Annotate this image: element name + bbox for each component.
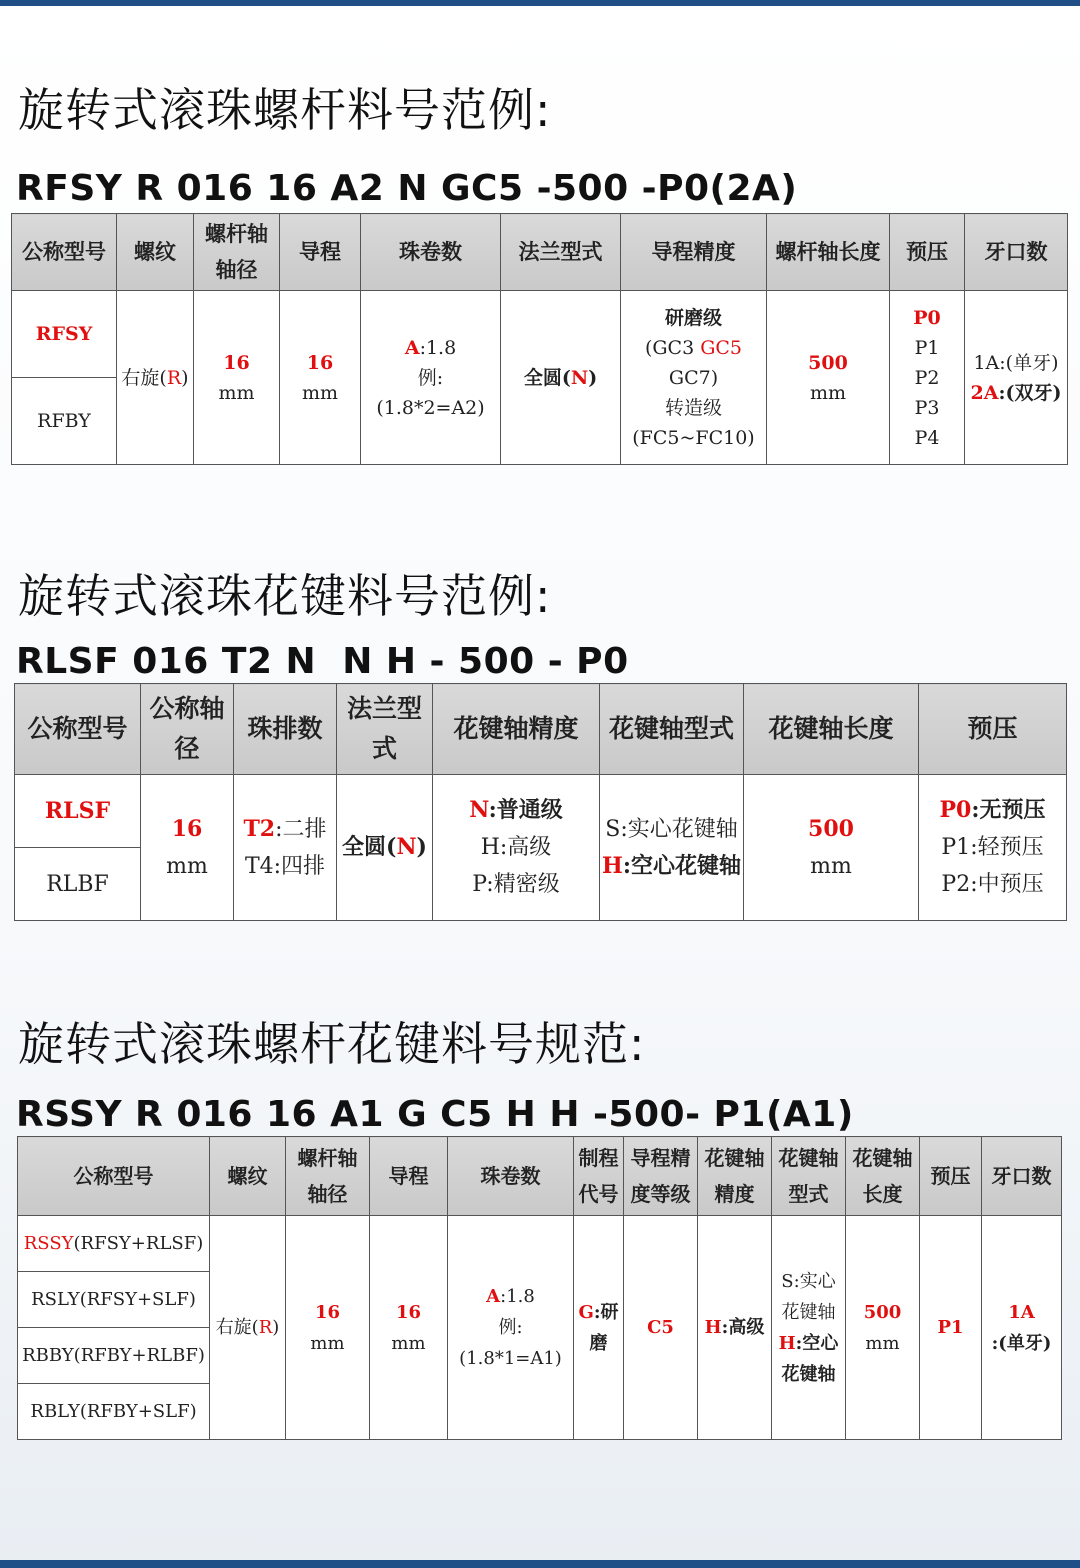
diameter-unit: mm xyxy=(310,1332,345,1354)
lead-cell xyxy=(280,291,361,465)
model-cell: RSLY(RFSY+SLF) xyxy=(18,1272,210,1328)
header-cell: 预压 xyxy=(920,1137,982,1216)
starts-option: 1A:(单牙) xyxy=(973,351,1059,374)
turns-code: A xyxy=(486,1286,501,1307)
header-cell: 花键轴长度 xyxy=(744,684,919,775)
preload-selected-text: :无预压 xyxy=(971,797,1046,823)
preload-option: P1:轻预压 xyxy=(941,835,1044,860)
table-header-row xyxy=(12,214,1068,291)
diameter-unit: mm xyxy=(166,853,208,879)
table-row xyxy=(15,775,1067,848)
header-cell: 花键轴型式 xyxy=(772,1137,846,1216)
diameter-cell xyxy=(194,291,280,465)
accuracy-gc-open: (GC3 xyxy=(644,336,701,359)
header-cell: 花键轴型式 xyxy=(600,684,744,775)
length-value: 500 xyxy=(808,351,848,374)
thread-close: ) xyxy=(272,1317,280,1338)
turns-code: A xyxy=(404,336,420,359)
lead-unit: mm xyxy=(301,381,339,404)
preload-option: P1 xyxy=(914,336,940,359)
header-cell: 导程 xyxy=(280,214,361,291)
flange-cell xyxy=(337,775,433,921)
starts-text: :(单牙) xyxy=(991,1332,1052,1354)
preload-cell xyxy=(890,291,965,465)
flange-close: ) xyxy=(588,366,598,389)
type-option: S:实心花键轴 xyxy=(605,816,738,842)
header-cell: 公称型号 xyxy=(18,1137,210,1216)
diameter-value: 16 xyxy=(171,815,203,842)
model-cell: RFBY xyxy=(12,378,117,465)
top-accent-bar xyxy=(0,0,1080,6)
header-cell: 制程代号 xyxy=(574,1137,624,1216)
spline-accuracy-cell xyxy=(698,1216,772,1440)
preload-option: P2 xyxy=(914,366,940,389)
preload-selected: P0 xyxy=(913,306,941,329)
accuracy-gc-selected: GC5 xyxy=(700,336,743,359)
header-cell: 螺杆轴长度 xyxy=(767,214,890,291)
header-cell: 法兰型式 xyxy=(337,684,433,775)
section2-heading: 旋转式滚珠花键料号范例: xyxy=(18,569,552,623)
header-cell: 螺纹 xyxy=(117,214,194,291)
section1-code: RFSY R 016 16 A2 N GC5 -500 -P0(2A) xyxy=(16,168,798,209)
turns-value: :1.8 xyxy=(419,336,457,359)
model-cell xyxy=(18,1216,210,1272)
starts-cell xyxy=(965,291,1068,465)
preload-cell: P1 xyxy=(920,1216,982,1440)
diameter-value: 16 xyxy=(223,351,250,374)
accuracy-selected-code: N xyxy=(469,797,489,823)
thread-cell xyxy=(210,1216,286,1440)
flange-text: 全圆( xyxy=(523,366,571,389)
turns-example: 例: (1.8*2=A2) xyxy=(376,366,485,419)
rows-option: T4:四排 xyxy=(244,853,326,879)
section1-heading: 旋转式滚珠螺杆料号范例: xyxy=(18,83,552,137)
length-cell xyxy=(767,291,890,465)
header-cell: 导程精度 xyxy=(621,214,767,291)
header-cell: 花键轴长度 xyxy=(846,1137,920,1216)
spline-accuracy-text: :高级 xyxy=(721,1317,765,1338)
header-cell: 珠卷数 xyxy=(448,1137,574,1216)
spline-type-option: S:实心花键轴 xyxy=(781,1270,836,1323)
header-cell: 珠排数 xyxy=(234,684,337,775)
spline-type-code: H xyxy=(778,1332,796,1354)
lead-value: 16 xyxy=(306,351,334,374)
header-cell: 公称型号 xyxy=(12,214,117,291)
header-cell: 牙口数 xyxy=(982,1137,1062,1216)
preload-option: P4 xyxy=(914,426,940,449)
ball-rows-cell xyxy=(234,775,337,921)
model-text: (RFSY+RLSF) xyxy=(73,1233,204,1254)
length-value: 500 xyxy=(808,815,854,842)
starts-code: 1A xyxy=(1008,1301,1035,1323)
header-cell: 螺杆轴轴径 xyxy=(194,214,280,291)
lead-unit: mm xyxy=(391,1332,426,1354)
thread-cell xyxy=(117,291,194,465)
flange-code: N xyxy=(396,834,417,860)
section2-code: RLSF 016 T2 N N H - 500 - P0 xyxy=(16,641,629,682)
process-cell xyxy=(574,1216,624,1440)
header-cell: 导程 xyxy=(370,1137,448,1216)
header-cell: 法兰型式 xyxy=(501,214,621,291)
turns-cell xyxy=(361,291,501,465)
model-code: RSSY xyxy=(23,1233,74,1254)
spline-accuracy-cell xyxy=(433,775,600,921)
spline-type-text: :空心花键轴 xyxy=(781,1332,839,1385)
type-selected-text: :空心花键轴 xyxy=(622,852,741,879)
header-cell: 螺纹 xyxy=(210,1137,286,1216)
table-header-row xyxy=(15,684,1067,775)
model-cell: RBBY(RFBY+RLBF) xyxy=(18,1328,210,1384)
thread-code: R xyxy=(258,1317,273,1338)
header-cell: 花键轴精度 xyxy=(433,684,600,775)
header-cell: 牙口数 xyxy=(965,214,1068,291)
screw-spec-table xyxy=(11,213,1068,465)
spline-accuracy-code: H xyxy=(704,1317,722,1338)
lead-cell xyxy=(370,1216,448,1440)
preload-option: P2:中预压 xyxy=(941,872,1044,897)
header-cell: 珠卷数 xyxy=(361,214,501,291)
header-cell: 螺杆轴轴径 xyxy=(286,1137,370,1216)
section3-heading: 旋转式滚珠螺杆花键料号规范: xyxy=(18,1017,646,1071)
screw-spline-spec-table xyxy=(17,1136,1062,1440)
diameter-cell xyxy=(286,1216,370,1440)
length-cell xyxy=(846,1216,920,1440)
header-cell: 公称型号 xyxy=(15,684,141,775)
length-unit: mm xyxy=(810,853,852,879)
flange-code: N xyxy=(570,366,589,389)
flange-cell xyxy=(501,291,621,465)
model-cell: RLSF xyxy=(15,775,141,848)
starts-selected-text: :(双牙) xyxy=(998,381,1062,404)
thread-text: 右旋( xyxy=(215,1317,259,1338)
preload-cell xyxy=(919,775,1067,921)
grade-cell: C5 xyxy=(624,1216,698,1440)
rows-selected-code: T2 xyxy=(243,815,276,842)
lead-value: 16 xyxy=(395,1301,422,1323)
header-cell: 花键轴精度 xyxy=(698,1137,772,1216)
accuracy-fc: (FC5~FC10) xyxy=(632,426,755,449)
process-text: :研磨 xyxy=(589,1301,619,1354)
starts-cell xyxy=(982,1216,1062,1440)
accuracy-ground: 研磨级 xyxy=(664,306,722,329)
turns-example-label: 例: xyxy=(498,1317,523,1338)
accuracy-option: H:高级 xyxy=(480,835,552,860)
accuracy-gc-close: GC7) xyxy=(668,366,719,389)
thread-text: 右旋( xyxy=(121,366,167,389)
flange-text: 全圆( xyxy=(342,834,397,860)
length-value: 500 xyxy=(863,1301,902,1323)
model-cell: RBLY(RFBY+SLF) xyxy=(18,1384,210,1440)
section3-code: RSSY R 016 16 A1 G C5 H H -500- P1(A1) xyxy=(16,1094,854,1135)
header-cell: 预压 xyxy=(919,684,1067,775)
accuracy-selected-text: :普通级 xyxy=(488,797,563,823)
diameter-cell xyxy=(141,775,234,921)
header-cell: 公称轴径 xyxy=(141,684,234,775)
table-row xyxy=(12,291,1068,378)
flange-close: ) xyxy=(416,834,427,860)
thread-code: R xyxy=(166,366,182,389)
spline-type-cell xyxy=(600,775,744,921)
spline-type-cell xyxy=(772,1216,846,1440)
rows-selected-text: :二排 xyxy=(275,816,327,842)
diameter-value: 16 xyxy=(314,1301,341,1323)
header-cell: 导程精度等级 xyxy=(624,1137,698,1216)
length-unit: mm xyxy=(865,1332,900,1354)
accuracy-rolled: 转造级 xyxy=(664,396,722,419)
accuracy-cell xyxy=(621,291,767,465)
table-row xyxy=(18,1216,1062,1272)
accuracy-option: P:精密级 xyxy=(472,872,560,897)
length-cell xyxy=(744,775,919,921)
header-cell: 预压 xyxy=(890,214,965,291)
spline-spec-table xyxy=(14,683,1067,921)
starts-selected-code: 2A xyxy=(970,381,999,404)
turns-cell xyxy=(448,1216,574,1440)
bottom-accent-bar xyxy=(0,1560,1080,1568)
diameter-unit: mm xyxy=(218,381,255,404)
process-code: G xyxy=(578,1301,594,1323)
model-cell: RLBF xyxy=(15,848,141,921)
type-selected-code: H xyxy=(602,852,623,879)
preload-option: P3 xyxy=(914,396,940,419)
turns-value: :1.8 xyxy=(500,1286,535,1307)
turns-example: (1.8*1=A1) xyxy=(459,1348,562,1369)
table-header-row xyxy=(18,1137,1062,1216)
length-unit: mm xyxy=(809,381,847,404)
preload-selected-code: P0 xyxy=(939,797,972,823)
thread-close: ) xyxy=(181,366,189,389)
model-cell: RFSY xyxy=(12,291,117,378)
